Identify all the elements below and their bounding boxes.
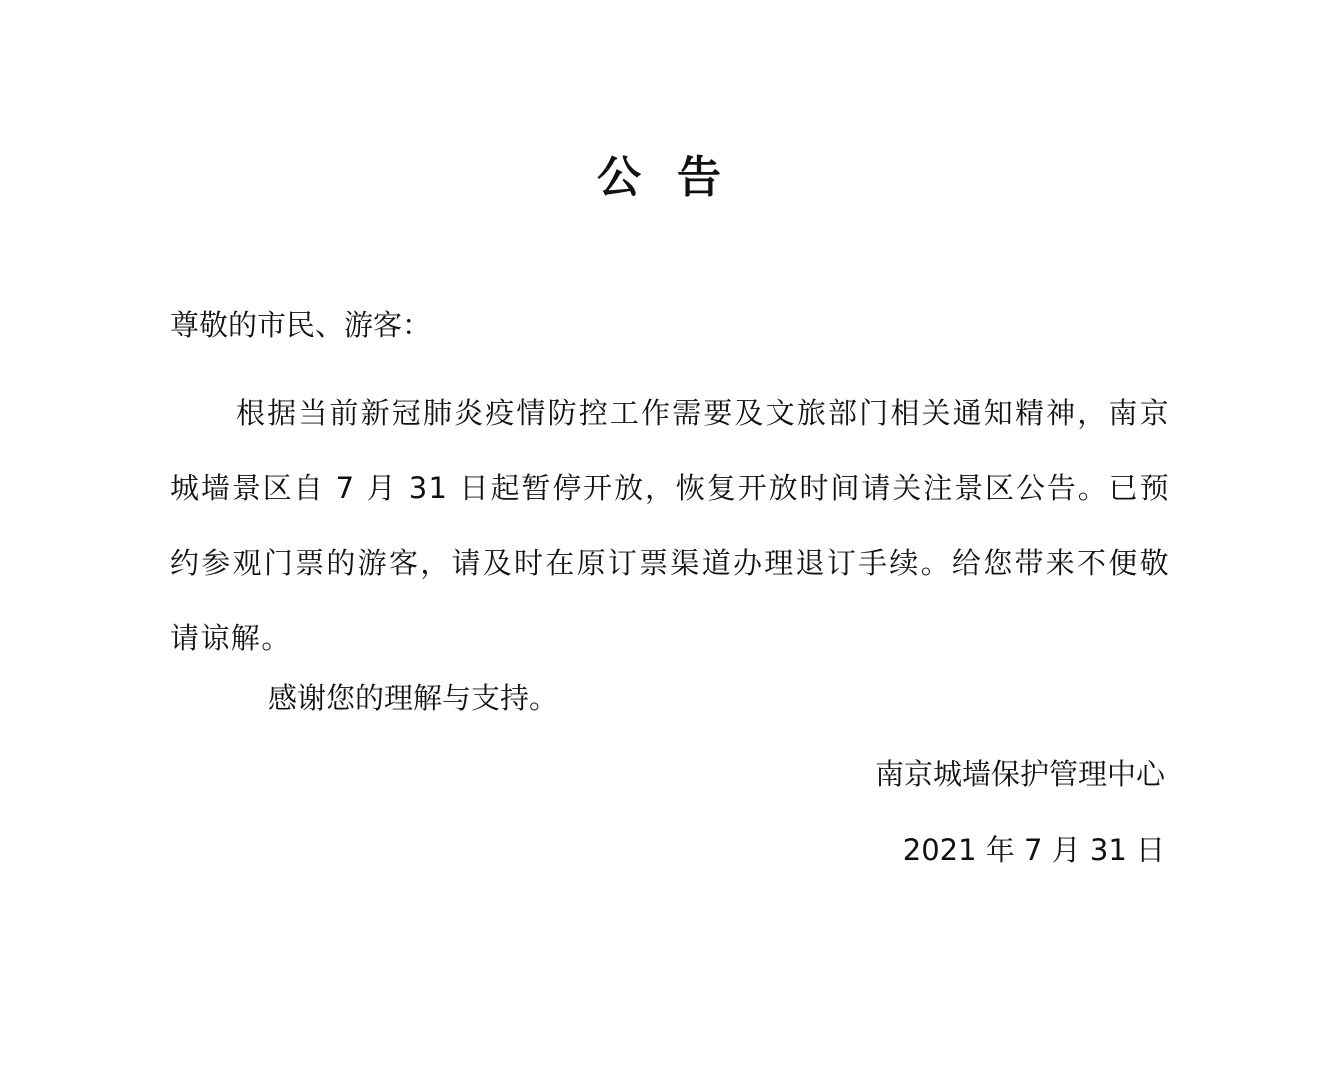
notice-date: 2021 年 7 月 31 日: [902, 833, 1165, 867]
notice-title: 公告: [597, 152, 757, 203]
notice-greeting: 尊敬的市民、游客：: [170, 308, 432, 342]
notice-signature: 南京城墙保护管理中心: [874, 757, 1165, 791]
notice-thanks: 感谢您的理解与支持。: [268, 681, 559, 715]
notice-body: 根据当前新冠肺炎疫情防控工作需要及文旅部门相关通知精神，南京城墙景区自 7 月 31 日起暂停开放，恢复开放时间请关注景区公告。已预约参观门票的游客，请及时在原订票渠道办理退订手续。给您带来不便敬请谅解。: [170, 396, 1170, 655]
